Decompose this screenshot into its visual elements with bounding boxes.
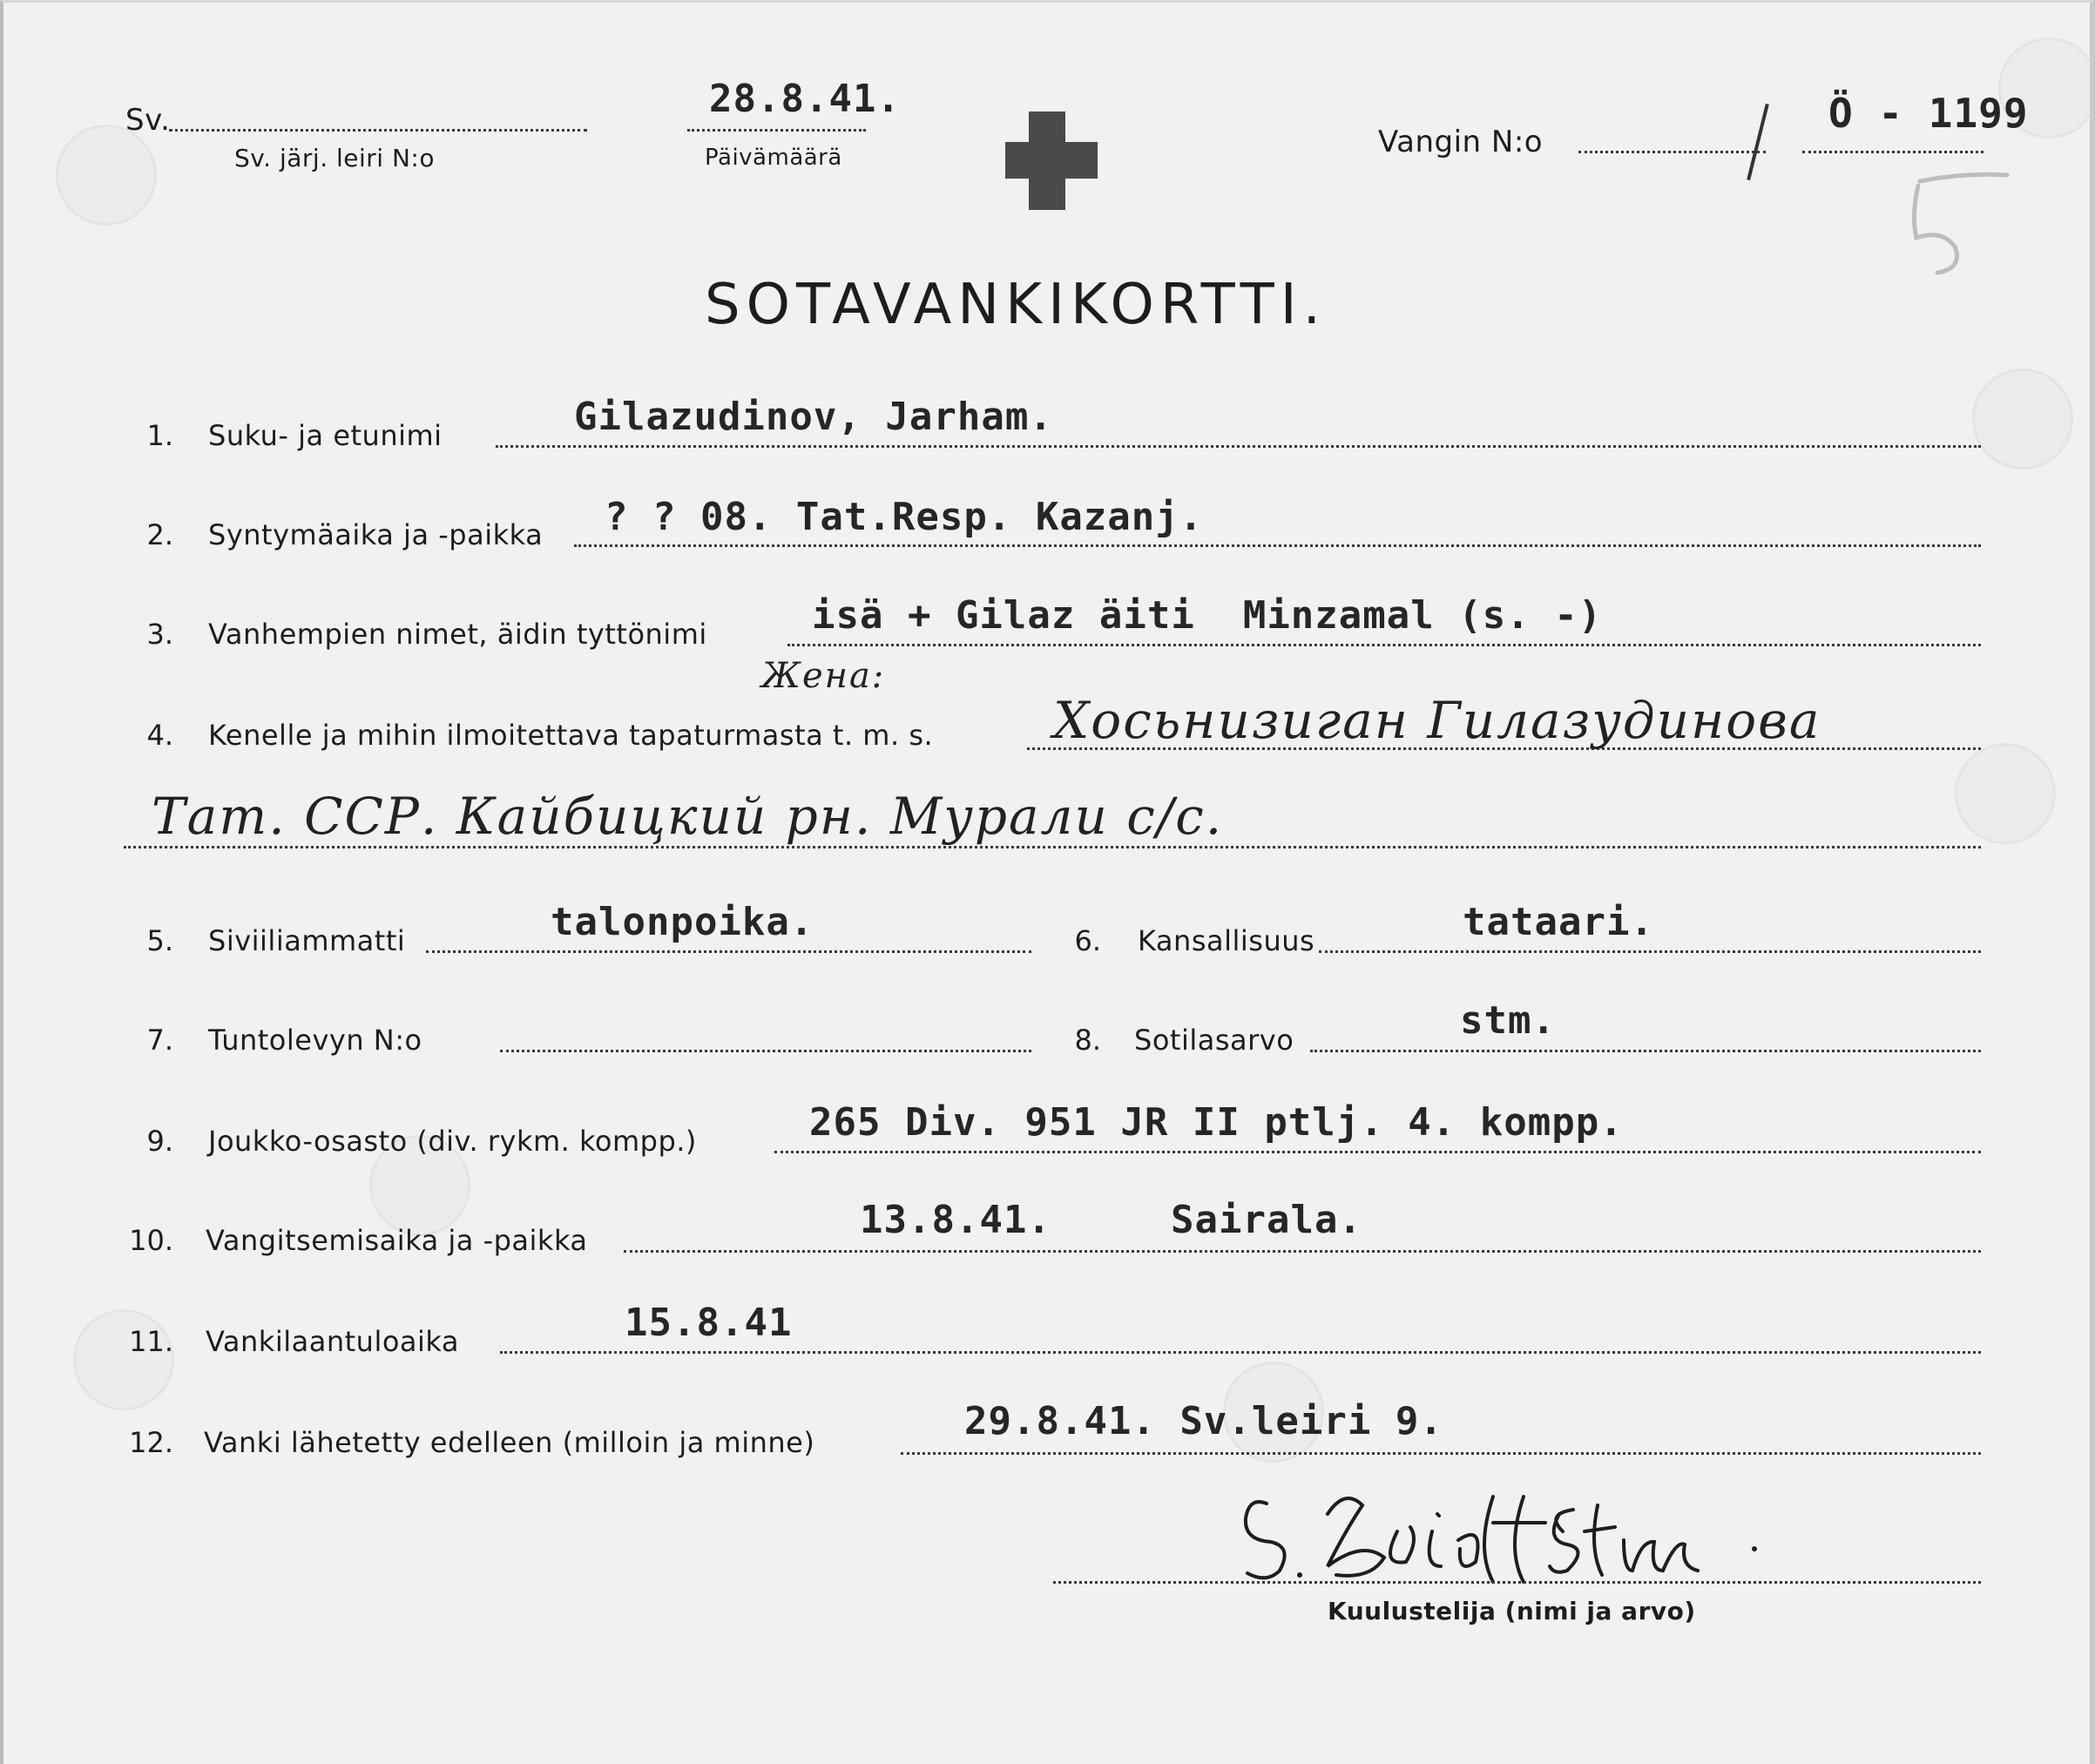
field-2-line <box>574 544 1981 547</box>
field-4-value: Хосьнизиган Гилазудинова <box>1053 691 1821 750</box>
field-6-value: tataari. <box>1463 900 1654 944</box>
date-line <box>687 129 866 132</box>
prisoner-number-label: Vangin N:o <box>1378 125 1544 159</box>
interrogator-signature <box>1232 1479 1772 1592</box>
watermark-stamp <box>1972 368 2073 470</box>
field-3-value: isä + Gilaz äiti Minzamal (s. -) <box>812 593 1603 638</box>
field-6-number: 6. <box>1074 924 1101 957</box>
field-11-number: 11. <box>129 1325 173 1358</box>
field-5-value: talonpoika. <box>551 900 814 944</box>
field-12-label: Vanki lähetetty edelleen (milloin ja minne) <box>204 1426 815 1459</box>
field-4-label: Kenelle ja mihin ilmoitettava tapaturmasta t. m. s. <box>208 719 934 752</box>
slash-mark <box>1747 104 1769 180</box>
field-9-value: 265 Div. 951 JR II ptlj. 4. kompp. <box>809 1100 1624 1145</box>
field-2-number: 2. <box>146 518 173 551</box>
watermark-stamp <box>56 125 157 226</box>
field-1-value: Gilazudinov, Jarham. <box>574 395 1053 439</box>
field-2-value: ? ? 08. Tat.Resp. Kazanj. <box>605 495 1204 539</box>
field-4-number: 4. <box>146 719 173 752</box>
field-5-line <box>426 950 1031 953</box>
field-12-line <box>901 1452 1981 1455</box>
field-11-value: 15.8.41 <box>625 1301 793 1345</box>
field-12-value: 29.8.41. Sv.leiri 9. <box>964 1399 1443 1443</box>
field-4-note: Жена: <box>761 656 886 696</box>
field-7-number: 7. <box>146 1024 173 1057</box>
field-3-label: Vanhempien nimet, äidin tyttönimi <box>208 618 707 651</box>
field-4-value-line-2: Тат. ССР. Кайбицкий рн. Мурали с/с. <box>152 787 1224 846</box>
prisoner-number-line-2 <box>1802 151 1983 153</box>
field-10-number: 10. <box>129 1224 173 1257</box>
field-4-line-2 <box>124 846 1981 848</box>
field-5-label: Siviiliammatti <box>208 924 406 957</box>
date-value: 28.8.41. <box>709 77 901 121</box>
field-7-label: Tuntolevyn N:o <box>208 1024 422 1057</box>
watermark-stamp <box>1955 743 2056 844</box>
field-1-number: 1. <box>146 419 173 452</box>
field-9-line <box>774 1151 1981 1153</box>
signature-line <box>1053 1581 1981 1584</box>
camp-number-line <box>169 129 587 132</box>
red-cross-icon-bar <box>1005 142 1098 179</box>
field-8-line <box>1310 1050 1981 1052</box>
signature-caption: Kuulustelija (nimi ja arvo) <box>1328 1597 1696 1625</box>
field-10-line <box>624 1250 1981 1253</box>
field-5-number: 5. <box>146 924 173 957</box>
field-3-line <box>787 644 1981 646</box>
prisoner-number-value: Ö - 1199 <box>1828 90 2029 137</box>
field-8-value: stm. <box>1460 998 1556 1043</box>
camp-caption: Sv. järj. leiri N:o <box>234 144 435 172</box>
sv-label: Sv. <box>125 103 171 138</box>
pencil-mark <box>1894 168 2016 281</box>
date-caption: Päivämäärä <box>705 145 842 171</box>
card-title: SOTAVANKIKORTTI. <box>705 273 1327 337</box>
field-12-number: 12. <box>129 1426 173 1459</box>
field-11-label: Vankilaantuloaika <box>206 1325 459 1358</box>
field-6-line <box>1319 950 1981 953</box>
field-2-label: Syntymäaika ja -paikka <box>208 518 544 551</box>
field-9-number: 9. <box>146 1125 173 1158</box>
field-7-line <box>500 1050 1031 1052</box>
field-8-label: Sotilasarvo <box>1134 1024 1294 1057</box>
field-6-label: Kansallisuus <box>1138 924 1315 957</box>
field-10-label: Vangitsemisaika ja -paikka <box>206 1224 588 1257</box>
field-10-date: 13.8.41. <box>860 1198 1051 1242</box>
field-1-label: Suku- ja etunimi <box>208 419 443 452</box>
field-9-label: Joukko-osasto (div. rykm. kompp.) <box>208 1125 697 1158</box>
field-3-number: 3. <box>146 618 173 651</box>
prisoner-number-line-1 <box>1578 151 1766 153</box>
field-11-line <box>500 1351 1981 1354</box>
field-1-line <box>496 445 1981 448</box>
field-8-number: 8. <box>1074 1024 1101 1057</box>
field-10-place: Sairala. <box>1171 1198 1362 1242</box>
